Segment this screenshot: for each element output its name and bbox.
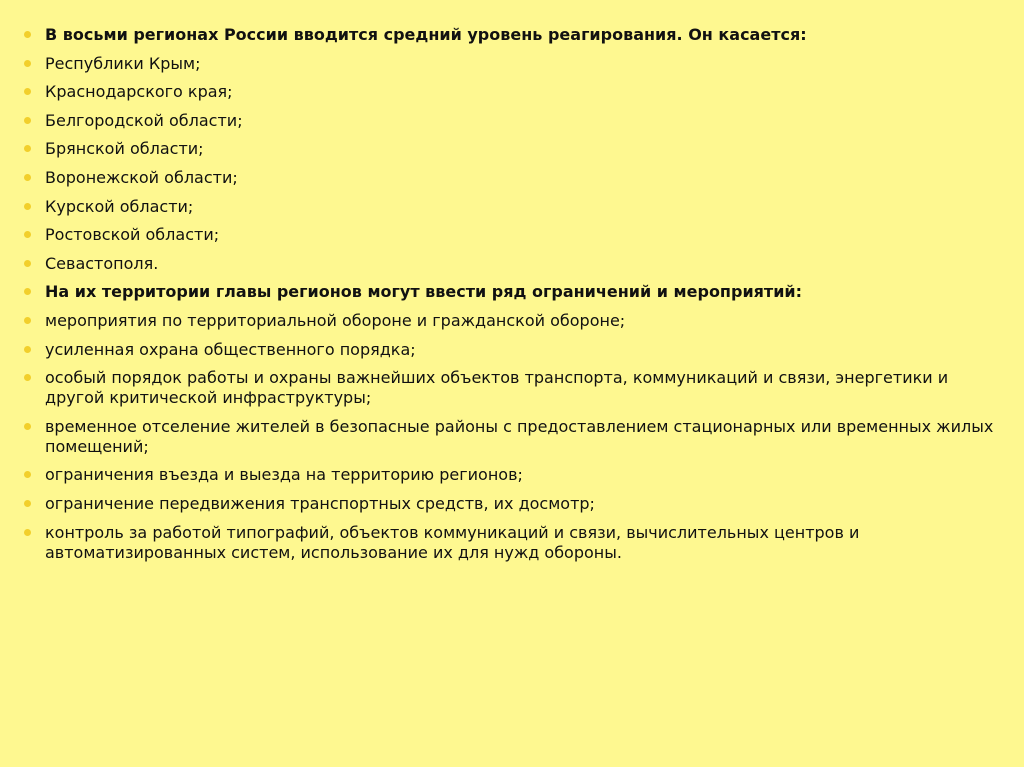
bullet-dot-icon — [24, 203, 31, 210]
list-item-text: ограничение передвижения транспортных средств, их досмотр; — [45, 493, 595, 513]
bullet-dot-icon — [24, 145, 31, 152]
bullet-dot-icon — [24, 88, 31, 95]
list-item — [24, 82, 1010, 102]
bullet-dot-icon — [24, 117, 31, 124]
bullet-dot-icon — [24, 60, 31, 67]
list-heading — [24, 282, 1010, 302]
bullet-dot-icon — [24, 423, 31, 430]
list-item-text: Севастополя. — [45, 253, 159, 273]
list-item — [24, 254, 1010, 274]
list-item — [24, 54, 1010, 74]
list-item-text: особый порядок работы и охраны важнейших объектов транспорта, коммуникаций и связи, энергетики и другой критической инфраструктуры; — [45, 368, 949, 408]
list-item-text: временное отселение жителей в безопасные районы с предоставлением стационарных или временных жилых помещений; — [45, 416, 994, 456]
list-item — [24, 311, 1010, 331]
bullet-dot-icon — [24, 174, 31, 181]
list-item-text: Брянской области; — [45, 139, 204, 159]
bullet-dot-icon — [24, 31, 31, 38]
list-item — [24, 340, 1010, 360]
list-item — [24, 111, 1010, 131]
list-item-text: На их территории главы регионов могут ввести ряд ограничений и мероприятий: — [45, 282, 803, 302]
bullet-dot-icon — [24, 471, 31, 478]
bullet-dot-icon — [24, 317, 31, 324]
list-item-text: Белгородской области; — [45, 110, 243, 130]
list-item-text: ограничения въезда и выезда на территорию регионов; — [45, 465, 523, 485]
list-item-text: Воронежской области; — [45, 167, 238, 187]
list-item — [24, 465, 1010, 485]
bullet-dot-icon — [24, 260, 31, 267]
list-item — [24, 494, 1010, 514]
list-item-text: контроль за работой типографий, объектов коммуникаций и связи, вычислительных центров и автоматизированных систем, использование их для нужд обороны. — [45, 522, 860, 562]
list-item-text: В восьми регионах России вводится средний уровень реагирования. Он касается: — [45, 25, 807, 44]
list-item — [24, 168, 1010, 188]
bullet-dot-icon — [24, 346, 31, 353]
bullet-dot-icon — [24, 500, 31, 507]
list-item-text: Краснодарского края; — [45, 82, 233, 102]
bullet-dot-icon — [24, 231, 31, 238]
list-item — [24, 368, 1010, 408]
bullet-dot-icon — [24, 529, 31, 536]
list-item — [24, 225, 1010, 245]
list-item — [24, 417, 1010, 457]
list-item — [24, 139, 1010, 159]
bullet-list — [24, 25, 1010, 563]
list-item — [24, 523, 1010, 563]
list-item — [24, 197, 1010, 217]
list-item-text: Ростовской области; — [45, 225, 220, 245]
bullet-dot-icon — [24, 288, 31, 295]
list-item-text: Республики Крым; — [45, 53, 201, 73]
list-item-text: усиленная охрана общественного порядка; — [45, 339, 416, 359]
list-item-text: мероприятия по территориальной обороне и гражданской обороне; — [45, 310, 626, 330]
list-item-text: Курской области; — [45, 196, 194, 216]
list-heading — [24, 25, 1010, 45]
bullet-dot-icon — [24, 374, 31, 381]
